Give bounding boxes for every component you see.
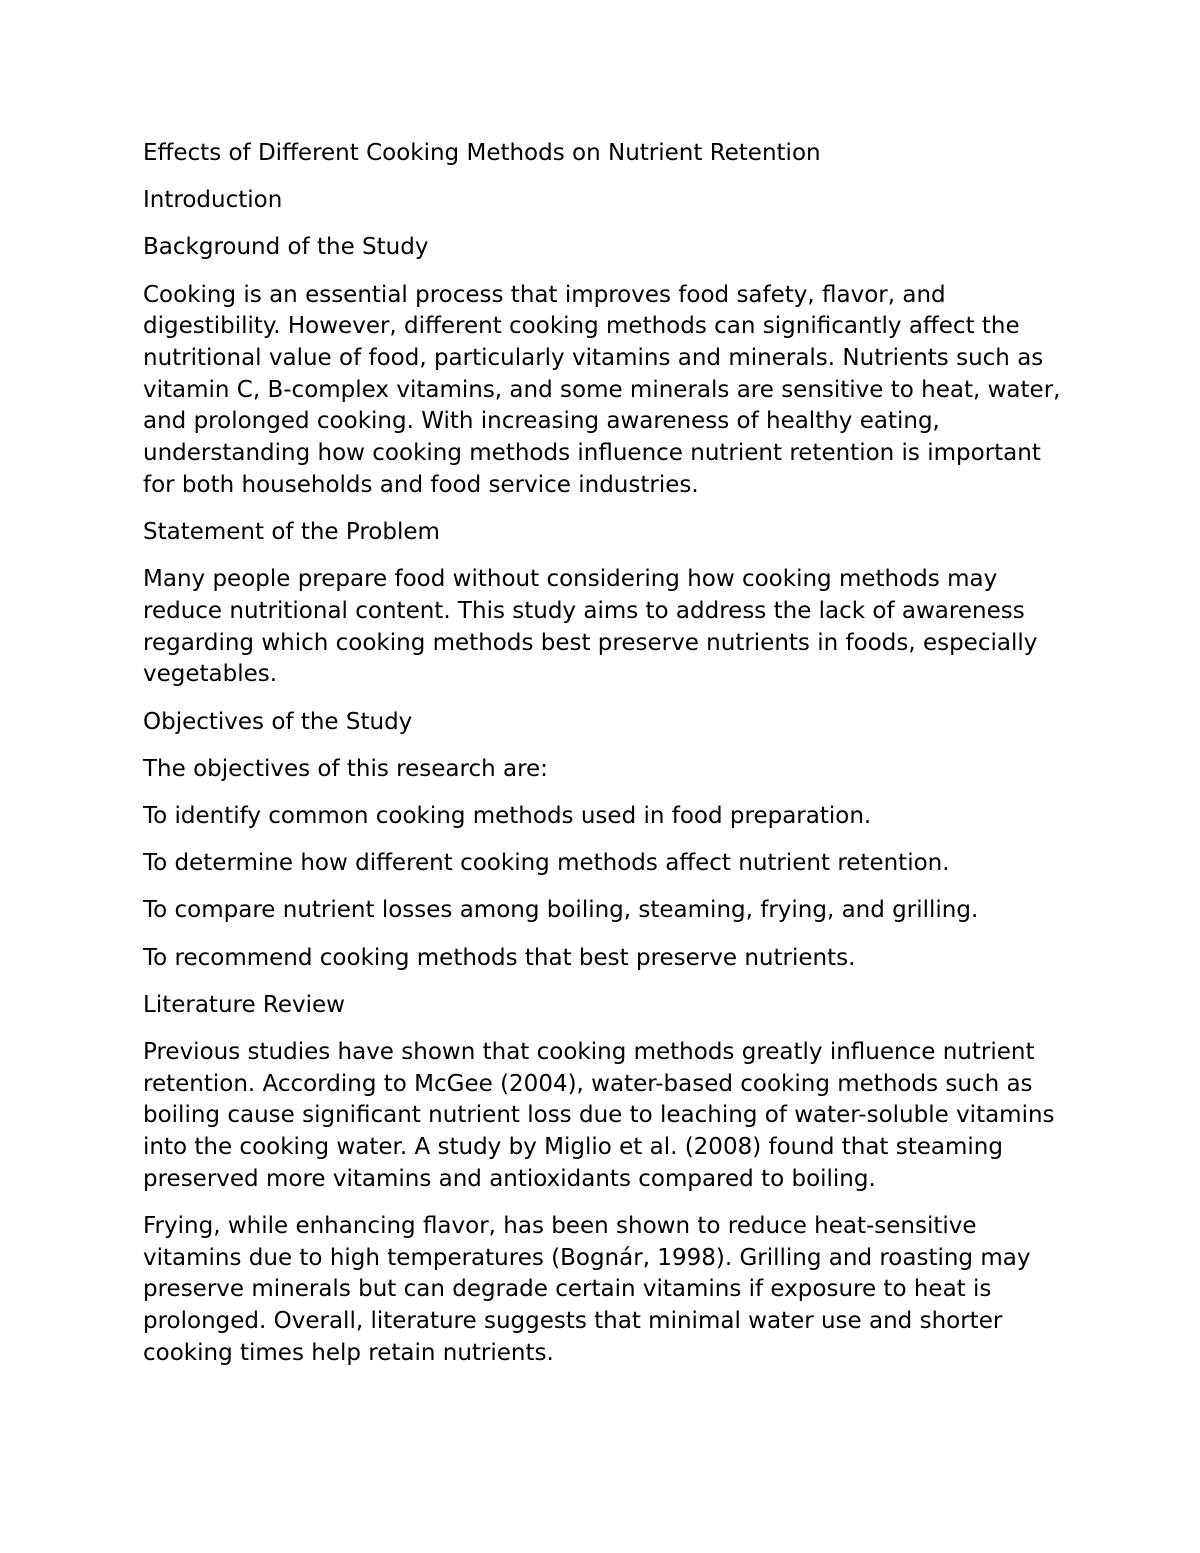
problem-heading: Statement of the Problem — [143, 519, 440, 546]
objective-item: To determine how different cooking methods affect nutrient retention. — [143, 850, 950, 877]
objectives-heading: Objectives of the Study — [143, 708, 413, 735]
objective-item: To identify common cooking methods used in food preparation. — [143, 802, 872, 829]
document-title: Effects of Different Cooking Methods on Nutrient Retention — [143, 140, 821, 166]
introduction-heading: Introduction — [143, 187, 283, 214]
background-heading: Background of the Study — [143, 234, 429, 261]
literature-paragraph: Previous studies have shown that cooking methods greatly influence nutrient retention. According to McGee (2004), water-based cooking methods such as boiling cause significant nutrient loss due to leaching of water-soluble vitamins into the cooking water. A study by Miglio et al. (2008) found that steaming preserved more vitamins and antioxidants compared to boiling. — [143, 1038, 1055, 1192]
literature-heading: Literature Review — [143, 991, 345, 1018]
document-body — [143, 138, 1063, 1385]
background-paragraph: Cooking is an essential process that improves food safety, flavor, and digestibility. However, different cooking methods can significantly affect the nutritional value of food, particularly vitamins and minerals. Nutrients such as vitamin C, B-complex vitamins, and some minerals are sensitive to heat, water, and prolonged cooking. With increasing awareness of healthy eating, understanding how cooking methods influence nutrient retention is important for both households and food service industries. — [143, 281, 1061, 498]
objective-item: To recommend cooking methods that best preserve nutrients. — [143, 944, 856, 971]
problem-paragraph: Many people prepare food without considering how cooking methods may reduce nutritional content. This study aims to address the lack of awareness regarding which cooking methods best preserve nutrients in foods, especially vegetables. — [143, 566, 1038, 688]
literature-paragraph: Frying, while enhancing flavor, has been shown to reduce heat-sensitive vitamins due to high temperatures (Bognár, 1998). Grilling and roasting may preserve minerals but can degrade certain vitamins if exposure to heat is prolonged. Overall, literature suggests that minimal water use and shorter cooking times help retain nutrients. — [143, 1212, 1031, 1366]
objective-item: To compare nutrient losses among boiling, steaming, frying, and grilling. — [143, 897, 979, 924]
objectives-intro: The objectives of this research are: — [143, 755, 548, 782]
